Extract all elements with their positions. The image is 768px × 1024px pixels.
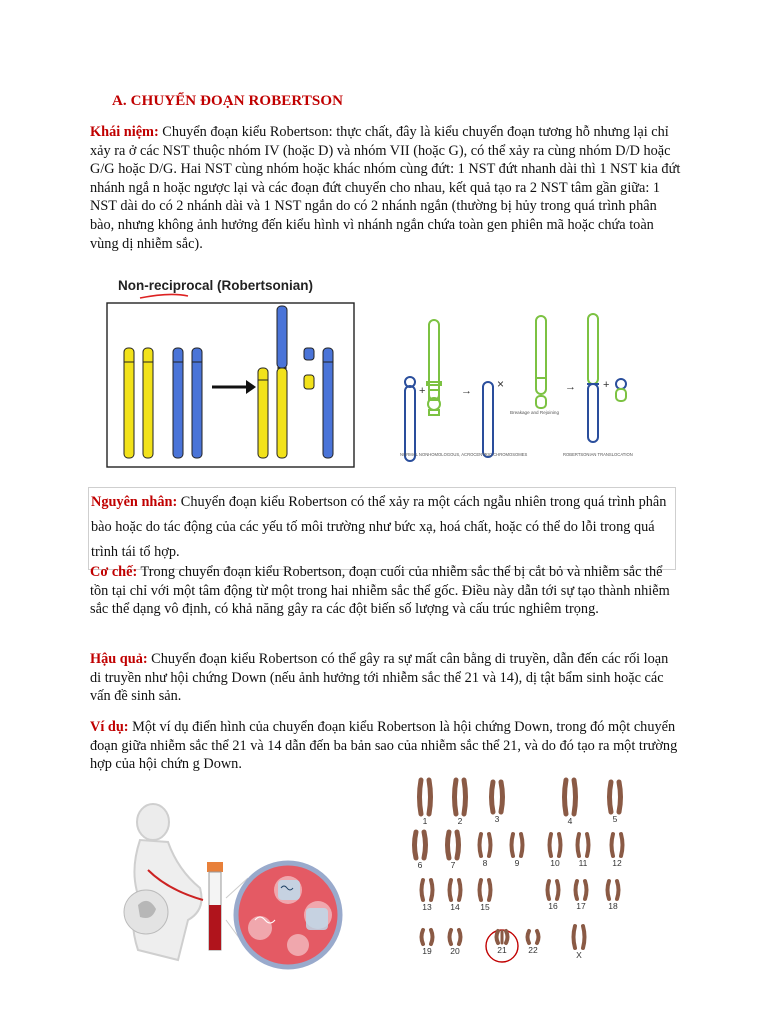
text-co-che: Trong chuyển đoạn kiểu Robertson, đoạn cuối của nhiễm sắc thể bị cắt bỏ và nhiễm sắc thể tồn tại chỉ với một tâm động từ một trong hai nhiễm sắc thể gốc. Điều này dẫn tới sự tạo thành nhiễm sắc thể dạng vô định, có khả năng gây ra các đột biến số lượng và cấu trúc nghiêm trọng.: [90, 564, 670, 618]
chromosome-label-15: 15: [480, 902, 490, 912]
blue-chromosome: [405, 377, 415, 461]
chromosome-pair-3: [492, 782, 503, 812]
chromosome-label-10: 10: [550, 858, 560, 868]
paragraph-khai-niem: [90, 123, 682, 253]
text-nguyen-nhan: Chuyển đoạn kiểu Robertson có thể xảy ra một cách ngẫu nhiên trong quá trình phân bào hoặc do tác động của các yếu tố môi trường như bức xạ, hoá chất, hoặc có thể do lỗi trong quá trình tái tổ hợp.: [91, 494, 667, 560]
paragraph-vi-du: [90, 718, 682, 774]
chromosome-pair-2: [455, 780, 466, 814]
chromosome-label-4: 4: [567, 816, 573, 826]
chromosome-label-19: 19: [422, 946, 432, 956]
svg-text:→: →: [461, 385, 472, 397]
paragraph-co-che: [90, 563, 682, 619]
chromosome-label-20: 20: [450, 946, 460, 956]
pregnant-woman-figure: [133, 804, 202, 960]
chromosome-label-22: 22: [528, 945, 538, 955]
label-khai-niem: Khái niệm:: [90, 124, 159, 140]
text-vi-du: Một ví dụ điển hình của chuyển đoạn kiểu Robertson là hội chứng Down, trong đó một chuyển đoạn giữa nhiễm sắc thể 21 và 14 dẫn đến ba bản sao của nhiễm sắc thể 21, và do đó tạo ra một trường hợp của hội chứn g Down.: [90, 719, 678, 773]
chromosome-label-9: 9: [514, 858, 520, 868]
section-heading: A. CHUYỂN ĐOẠN ROBERTSON: [112, 93, 344, 109]
chromosome-pair-7: [448, 832, 459, 858]
label-normal-chromosomes: NORMAL NONHOMOLOGOUS, ACROCENTRIC CHROMOSOMES: [400, 452, 528, 457]
chromosome-pair-5: [610, 782, 621, 812]
label-co-che: Cơ chế:: [90, 564, 138, 580]
chromosome-label-17: 17: [576, 901, 586, 911]
chromosome-pair-22: [528, 931, 539, 943]
chromosome-pair-18: [608, 881, 619, 899]
svg-text:→: →: [565, 381, 576, 393]
chromosome-pair-9: [512, 834, 523, 856]
chromosome-pair-X: [574, 926, 585, 948]
chromosome-label-6: 6: [417, 860, 423, 870]
chromosome-pair-1: [420, 780, 431, 814]
chromosome-label-8: 8: [482, 858, 488, 868]
label-vi-du: Ví dụ:: [90, 719, 129, 735]
blood-tube-icon: [207, 862, 223, 950]
red-underline: [140, 294, 188, 298]
green-chromosome: [429, 320, 439, 400]
label-robertsonian: ROBERTSONIAN TRANSLOCATION: [563, 452, 633, 457]
chromosome-label-21: 21: [497, 945, 507, 955]
chromosome-label-1: 1: [422, 816, 428, 826]
chromosome-pair-21: [497, 931, 508, 943]
chromosome-pair-16: [548, 881, 559, 899]
chromosome-label-7: 7: [450, 860, 456, 870]
figure-translocation-diagram: [385, 310, 645, 475]
label-hau-qua: Hậu quả:: [90, 651, 148, 667]
chromosome-label-18: 18: [608, 901, 618, 911]
svg-text:×: ×: [497, 377, 505, 391]
cell-circle-icon: [236, 863, 340, 967]
label-breakage: Breakage and Rejoining: [510, 410, 560, 415]
chromosome-pair-6: [415, 832, 426, 858]
karyotype-figure: [405, 775, 645, 970]
chromosome-pair-8: [480, 834, 491, 856]
figure1-title: Non-reciprocal (Robertsonian): [118, 278, 314, 293]
chromosome-pair-14: [450, 880, 461, 900]
paragraph-hau-qua: [90, 650, 682, 706]
figure-robertsonian-diagram: [100, 270, 362, 470]
chromosome-pair-15: [480, 880, 491, 900]
chromosome-pair-19: [422, 930, 433, 944]
chromosome-label-12: 12: [612, 858, 622, 868]
chromosome-label-2: 2: [457, 816, 463, 826]
svg-text:+: +: [419, 385, 426, 397]
chromosome-label-3: 3: [494, 814, 500, 824]
chromosome-label-13: 13: [422, 902, 432, 912]
paragraph-nguyen-nhan: [88, 487, 676, 570]
chromosome-label-11: 11: [578, 858, 588, 868]
chromosome-label-14: 14: [450, 902, 460, 912]
chromosome-pair-12: [612, 834, 623, 856]
chromosome-pair-17: [576, 881, 587, 899]
illustration-prenatal-testing: [108, 800, 348, 975]
label-nguyen-nhan: Nguyên nhân:: [91, 494, 178, 510]
chromosome-label-X: X: [576, 950, 582, 960]
text-khai-niem: Chuyển đoạn kiểu Robertson: thực chất, đây là kiểu chuyển đoạn tương hỗ nhưng lại chỉ xảy ra ở các NST thuộc nhóm IV (hoặc D) và nhóm VII (hoặc G), có thể xảy ra cùng nhóm D/D hoặc G/G hoặc D/G. Hai NST cùng nhóm hoặc khác nhóm cùng đứt: 1 NST đứt nhanh dài thì 1 NST kia đứt nhánh ngắ n hoặc ngược lại và các đoạn đứt chuyển cho nhau, kết quả tạo ra 2 NST tâm gần giữa: 1 NST dài do có 2 nhánh dài và 1 NST ngắn do có 2 nhánh ngắn (thường bị hủy trong quá trình phân bào, nhưng không ảnh hưởng đến kiểu hình vì nhánh ngắn chứa toàn gen phiên mã hoặc chứa toàn vùng dị nhiễm sắc).: [90, 124, 681, 252]
chromosome-label-5: 5: [612, 814, 618, 824]
translocation-result: [587, 314, 626, 442]
chromosome-pair-13: [422, 880, 433, 900]
chromosome-pair-11: [578, 834, 589, 856]
chromosome-pair-10: [550, 834, 561, 856]
text-hau-qua: Chuyển đoạn kiểu Robertson có thể gây ra sự mất cân bằng di truyền, dẫn đến các rối loạn di truyền như hội chứng Down (nếu ảnh hưởng tới nhiễm sắc thể 21 và 14), dị tật bẩm sinh hoặc các vấn đề sinh sản.: [90, 651, 669, 705]
chromosome-pair-4: [565, 780, 576, 814]
svg-text:+: +: [603, 379, 610, 391]
chromosome-label-16: 16: [548, 901, 558, 911]
chromosome-pair-20: [450, 930, 461, 944]
